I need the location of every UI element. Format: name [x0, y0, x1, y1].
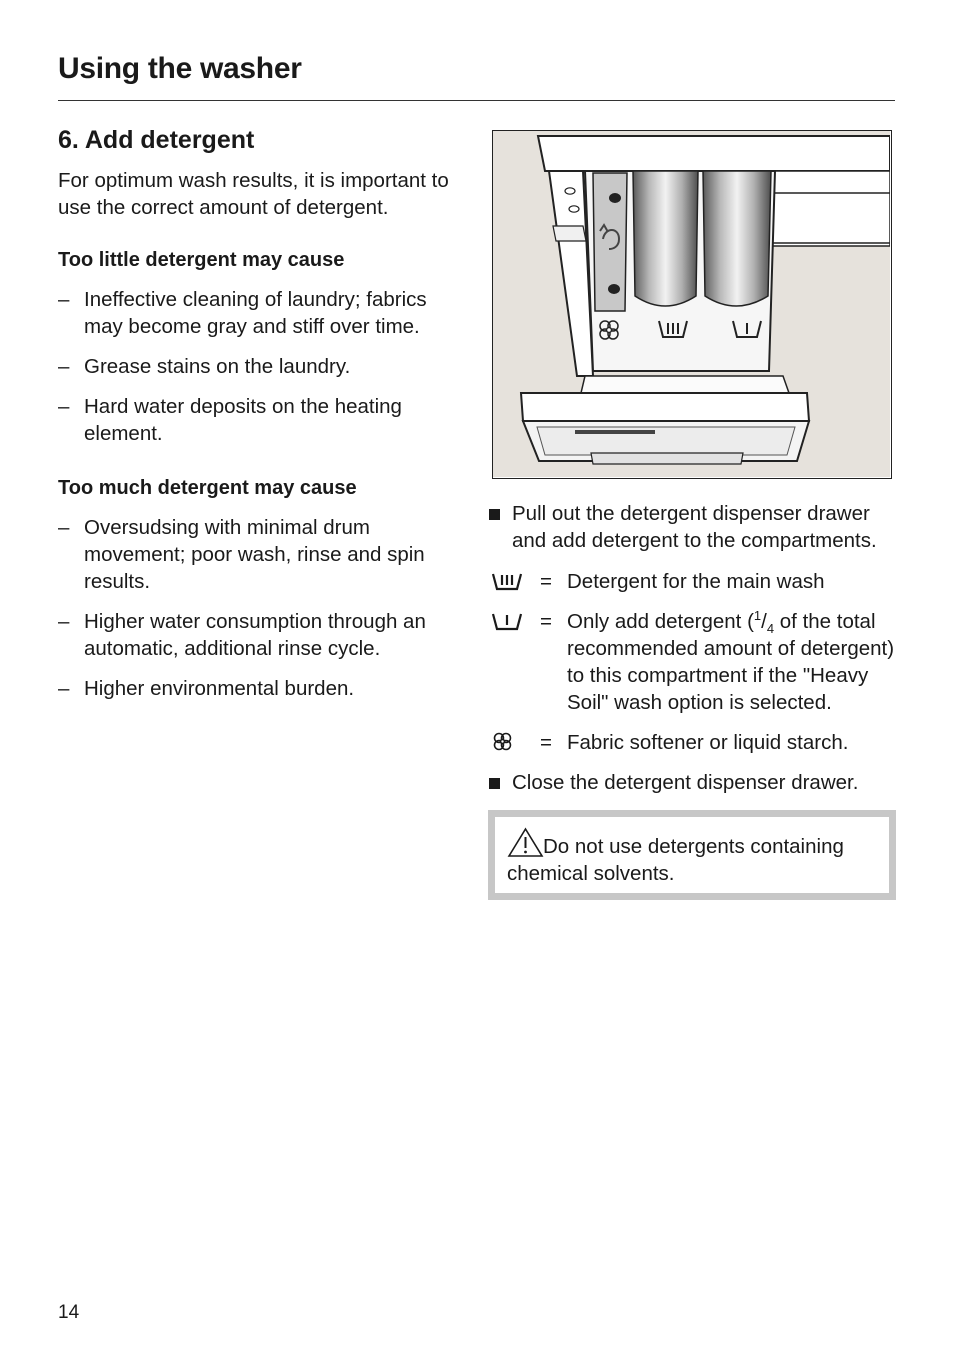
- detergent-drawer-illustration: [492, 130, 892, 479]
- dash-marker: –: [58, 610, 70, 633]
- intro-paragraph: For optimum wash results, it is important to use the correct amount of detergent.: [58, 169, 449, 219]
- right-column: [488, 500, 896, 900]
- drawer-drawing: [493, 131, 890, 477]
- warning-triangle-icon: [507, 827, 544, 858]
- fraction-slash: /: [761, 610, 767, 633]
- fraction-denominator: 4: [766, 621, 775, 637]
- too-little-list: [58, 286, 453, 447]
- section-title: 6. Add detergent: [58, 126, 255, 154]
- too-much-heading: Too much detergent may cause: [58, 477, 357, 499]
- dash-marker: –: [58, 395, 70, 418]
- equals-sign: =: [540, 610, 552, 633]
- warning-text: Do not use detergents containing chemical solvents.: [507, 835, 844, 885]
- legend-main-wash: = Detergent for the main wash: [488, 568, 896, 595]
- left-column: [58, 126, 453, 730]
- square-bullet-icon: [489, 778, 500, 789]
- header-rule: [58, 100, 895, 101]
- dash-marker: –: [58, 288, 70, 311]
- equals-sign: =: [540, 731, 552, 754]
- legend-softener: = Fabric softener or liquid starch.: [488, 729, 896, 756]
- step-close: Close the detergent dispenser drawer.: [488, 769, 896, 796]
- list-item: – Higher water consumption through an automatic, additional rinse cycle.: [58, 610, 426, 660]
- list-item: – Higher environmental burden.: [58, 677, 355, 700]
- step-pull-out: Pull out the detergent dispenser drawer and add detergent to the compartments.: [488, 500, 896, 554]
- dash-marker: –: [58, 677, 70, 700]
- list-item: – Grease stains on the laundry.: [58, 355, 351, 378]
- main-wash-compartment-icon: [490, 570, 524, 592]
- fraction-numerator: 1: [753, 608, 762, 624]
- list-item: – Ineffective cleaning of laundry; fabrics may become gray and stiff over time.: [58, 288, 427, 338]
- warning-box: [488, 810, 896, 900]
- list-item: – Hard water deposits on the heating element.: [58, 395, 402, 445]
- page-header-title: Using the washer: [58, 52, 302, 85]
- dash-marker: –: [58, 516, 70, 539]
- dash-marker: –: [58, 355, 70, 378]
- too-little-heading: Too little detergent may cause: [58, 249, 345, 271]
- fabric-softener-flower-icon: [490, 731, 524, 753]
- legend-prewash: = Only add detergent ($^1/_4$ of the total recommended amount of detergent) to this compartment if the "Heavy Soil" wash option is selected.: [488, 608, 896, 716]
- page-number: 14: [58, 1302, 80, 1323]
- too-much-list: [58, 514, 453, 702]
- equals-sign: =: [540, 570, 552, 593]
- prewash-compartment-icon: [490, 610, 524, 632]
- square-bullet-icon: [489, 509, 500, 520]
- list-item: – Oversudsing with minimal drum movement; poor wash, rinse and spin results.: [58, 516, 425, 593]
